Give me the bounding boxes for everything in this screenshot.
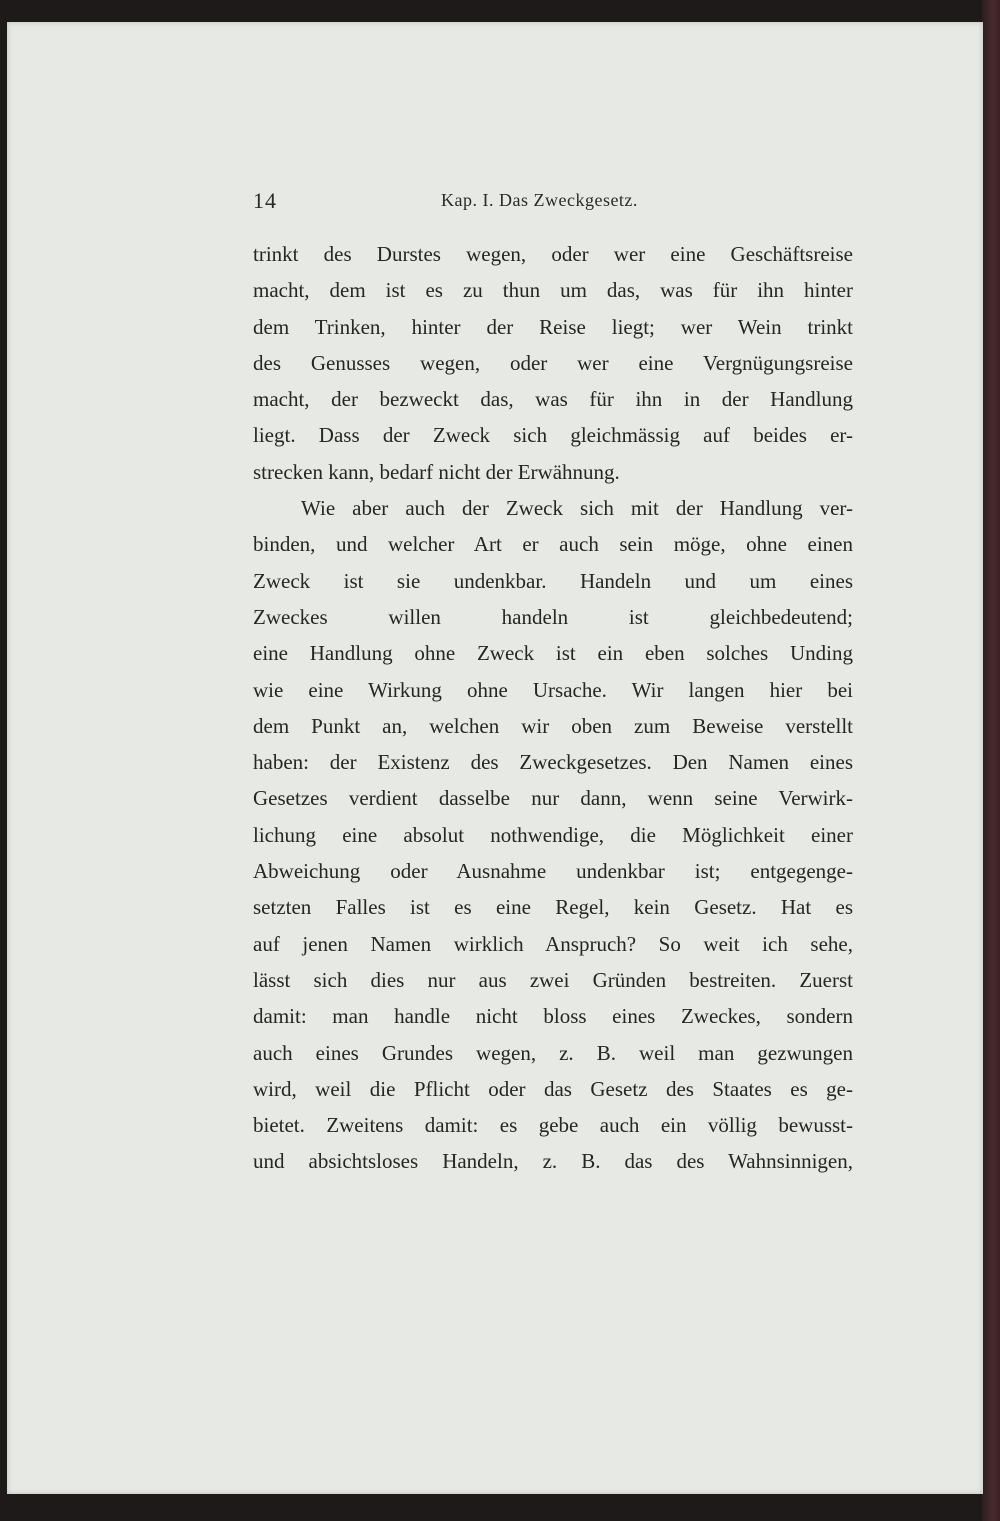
page-header bbox=[253, 188, 853, 218]
text-line: macht, der bezweckt das, was für ihn in der Handlung bbox=[253, 387, 853, 412]
text-line: macht, dem ist es zu thun um das, was für ihn hinter bbox=[253, 278, 853, 303]
body-text bbox=[253, 236, 853, 1180]
text-line: binden, und welcher Art er auch sein möge, ohne einen bbox=[253, 532, 853, 557]
running-title: Kap. I. Das Zweckgesetz. bbox=[441, 190, 638, 210]
text-line: damit: man handle nicht bloss eines Zweckes, sondern bbox=[253, 1004, 853, 1029]
text-line: auch eines Grundes wegen, z. B. weil man gezwungen bbox=[253, 1040, 853, 1065]
text-line: Wie aber auch der Zweck sich mit der Handlung ver- bbox=[301, 496, 853, 521]
text-line: dem Trinken, hinter der Reise liegt; wer Wein trinkt bbox=[253, 314, 853, 339]
text-line: lässt sich dies nur aus zwei Gründen bestreiten. Zuerst bbox=[253, 967, 853, 992]
text-line: auf jenen Namen wirklich Anspruch? So weit ich sehe, bbox=[253, 931, 853, 956]
text-line: Abweichung oder Ausnahme undenkbar ist; entgegenge- bbox=[253, 859, 853, 884]
text-line: Zweckes willen handeln ist gleichbedeutend; bbox=[253, 604, 853, 629]
text-line: des Genusses wegen, oder wer eine Vergnügungsreise bbox=[253, 350, 853, 375]
text-line: Gesetzes verdient dasselbe nur dann, wenn seine Verwirk- bbox=[253, 786, 853, 811]
text-line: dem Punkt an, welchen wir oben zum Beweise verstellt bbox=[253, 713, 853, 738]
text-line: liegt. Dass der Zweck sich gleichmässig auf beides er- bbox=[253, 423, 853, 448]
text-line: wie eine Wirkung ohne Ursache. Wir langen hier bei bbox=[253, 677, 853, 702]
text-line: wird, weil die Pflicht oder das Gesetz des Staates es ge- bbox=[253, 1076, 853, 1101]
text-line: lichung eine absolut nothwendige, die Möglichkeit einer bbox=[253, 822, 853, 847]
text-line: eine Handlung ohne Zweck ist ein eben solches Unding bbox=[253, 641, 853, 666]
text-line: setzten Falles ist es eine Regel, kein Gesetz. Hat es bbox=[253, 895, 853, 920]
text-line: und absichtsloses Handeln, z. B. das des Wahnsinnigen, bbox=[253, 1149, 853, 1174]
text-line: haben: der Existenz des Zweckgesetzes. Den Namen eines bbox=[253, 750, 853, 775]
text-line: bietet. Zweitens damit: es gebe auch ein völlig bewusst- bbox=[253, 1113, 853, 1138]
text-line: Zweck ist sie undenkbar. Handeln und um eines bbox=[253, 568, 853, 593]
page-number: 14 bbox=[253, 188, 277, 213]
text-line: trinkt des Durstes wegen, oder wer eine Geschäftsreise bbox=[253, 242, 853, 266]
text-line: strecken kann, bedarf nicht der Erwähnung. bbox=[253, 459, 620, 484]
book-spine-edge bbox=[982, 0, 1000, 1521]
